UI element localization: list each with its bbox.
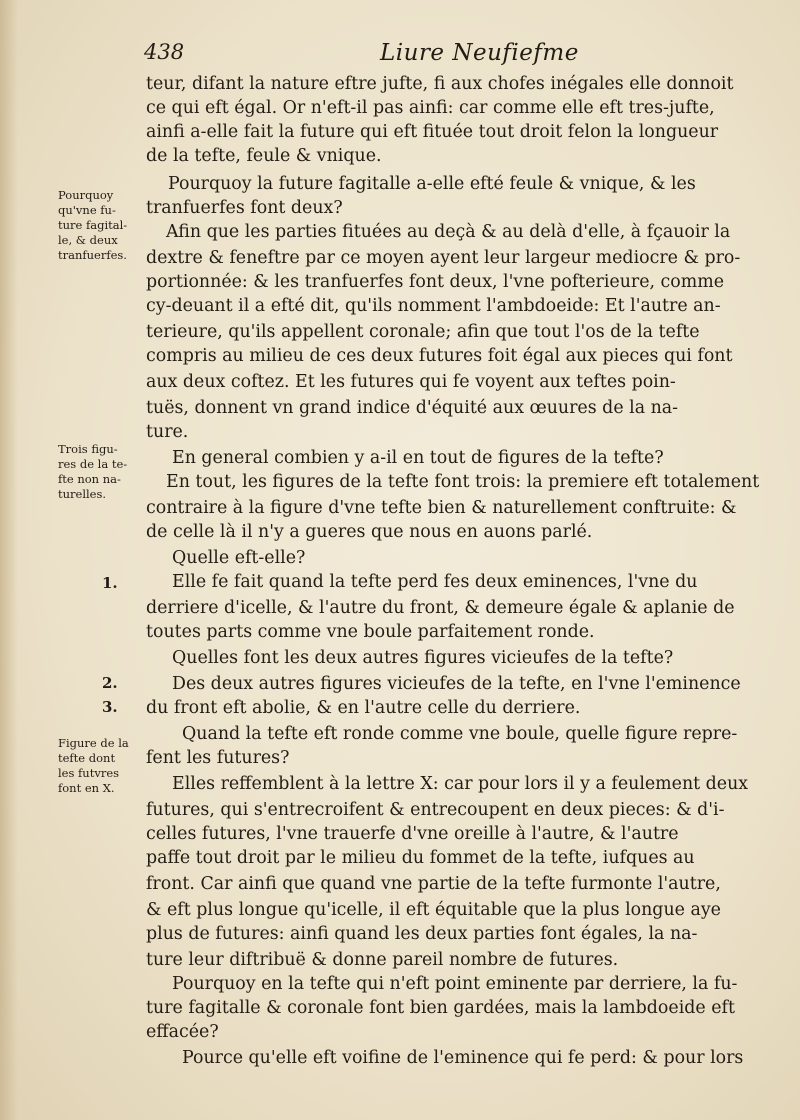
body-line: du front eft abolie, & en l'autre celle du derriere. — [146, 698, 581, 718]
body-line: ainfi a-elle fait la future qui eft fituée tout droit felon la longueur — [146, 122, 719, 142]
body-line: compris au milieu de ces deux futures foit égal aux pieces qui font — [146, 346, 733, 366]
question-line: tranfuerfes font deux? — [146, 198, 343, 218]
running-head: Liure Neufiefme — [380, 40, 579, 66]
margin-note-line: qu'vne fu- — [58, 203, 116, 217]
question-line: ture fagitalle & coronale font bien gardées, mais la lambdoeide eft — [146, 998, 735, 1018]
body-line: Elles reffemblent à la lettre X: car pour lors il y a feulement deux — [172, 774, 749, 794]
body-line: Afin que les parties fituées au deçà & au delà d'elle, à fçauoir la — [166, 222, 731, 242]
body-line: ce qui eft égal. Or n'eft-il pas ainfi: car comme elle eft tres-jufte, — [146, 98, 715, 118]
question-line: Quelle eft-elle? — [172, 548, 306, 568]
page-number: 438 — [144, 40, 185, 64]
margin-note-line: turelles. — [58, 487, 107, 501]
body-line: front. Car ainfi que quand vne partie de la tefte furmonte l'autre, — [146, 874, 721, 894]
question-line: Pourquoy en la tefte qui n'eft point eminente par derriere, la fu- — [172, 974, 738, 994]
margin-note-line: tefte dont — [58, 751, 116, 765]
body-line: toutes parts comme vne boule parfaitement ronde. — [146, 622, 595, 642]
margin-note-line: Figure de la — [58, 736, 129, 750]
body-line: paffe tout droit par le milieu du fommet de la tefte, iufques au — [146, 848, 695, 868]
question-line: Pourquoy la future fagitalle a-elle efté feule & vnique, & les — [168, 174, 696, 194]
margin-note-line: res de la te- — [58, 457, 128, 471]
body-line: tuës, donnent vn grand indice d'équité aux œuures de la na- — [146, 398, 679, 418]
page-edge-shadow — [0, 0, 18, 1120]
margin-note-line: Pourquoy — [58, 188, 114, 202]
question-line: Quelles font les deux autres figures vicieufes de la tefte? — [172, 648, 674, 668]
body-line: de celle là il n'y a gueres que nous en auons parlé. — [146, 522, 593, 542]
question-line: effacée? — [146, 1022, 219, 1042]
margin-note-line: Trois figu- — [58, 442, 118, 456]
body-line: terieure, qu'ils appellent coronale; afin que tout l'os de la tefte — [146, 322, 700, 342]
body-line: futures, qui s'entrecroifent & entrecoupent en deux pieces: & d'i- — [146, 800, 725, 820]
margin-note-line: tranfuerfes. — [58, 248, 127, 262]
question-line: En general combien y a-il en tout de figures de la tefte? — [172, 448, 664, 468]
body-line: de la tefte, feule & vnique. — [146, 146, 382, 166]
body-line: Elle fe fait quand la tefte perd fes deux eminences, l'vne du — [172, 572, 698, 592]
body-line: En tout, les figures de la tefte font trois: la premiere eft totalement — [166, 472, 760, 492]
page-header — [0, 40, 800, 70]
body-line: dextre & feneftre par ce moyen ayent leur largeur mediocre & pro- — [146, 248, 741, 268]
body-line: contraire à la figure d'vne tefte bien & naturellement conftruite: & — [146, 498, 737, 518]
body-line: derriere d'icelle, & l'autre du front, & demeure égale & aplanie de — [146, 598, 735, 618]
body-line: aux deux coftez. Et les futures qui fe voyent aux teftes poin- — [146, 372, 676, 392]
body-line: teur, difant la nature eftre jufte, fi aux chofes inégales elle donnoit — [146, 74, 734, 94]
margin-note-line: les futvres — [58, 766, 120, 780]
body-line: ture. — [146, 422, 189, 442]
body-line: plus de futures: ainfi quand les deux parties font égales, la na- — [146, 924, 698, 944]
body-line: cy-deuant il a efté dit, qu'ils nomment l'ambdoeide: Et l'autre an- — [146, 296, 721, 316]
list-marker-2: 2. — [102, 674, 118, 692]
margin-note-line: le, & deux — [58, 233, 118, 247]
body-line: portionnée: & les tranfuerfes font deux, l'vne pofterieure, comme — [146, 272, 725, 292]
margin-note-sagittal — [58, 188, 127, 263]
body-line: Pource qu'elle eft voifine de l'eminence qui fe perd: & pour lors — [182, 1048, 744, 1068]
margin-note-line: ture fagital- — [58, 218, 128, 232]
question-line: fent les futures? — [146, 748, 290, 768]
margin-note-line: font en X. — [58, 781, 115, 795]
body-line: & eft plus longue qu'icelle, il eft équitable que la plus longue aye — [146, 900, 721, 920]
body-line: ture leur diftribuë & donne pareil nombre de futures. — [146, 950, 619, 970]
list-marker-3: 3. — [102, 698, 118, 716]
margin-note-x-figure — [58, 736, 129, 796]
list-marker-1: 1. — [102, 574, 118, 592]
question-line: Quand la tefte eft ronde comme vne boule, quelle figure repre- — [182, 724, 738, 744]
body-line: celles futures, l'vne trauerfe d'vne oreille à l'autre, & l'autre — [146, 824, 679, 844]
margin-note-line: fte non na- — [58, 472, 121, 486]
margin-note-three-figures — [58, 442, 127, 502]
body-line: Des deux autres figures vicieufes de la tefte, en l'vne l'eminence — [172, 674, 741, 694]
